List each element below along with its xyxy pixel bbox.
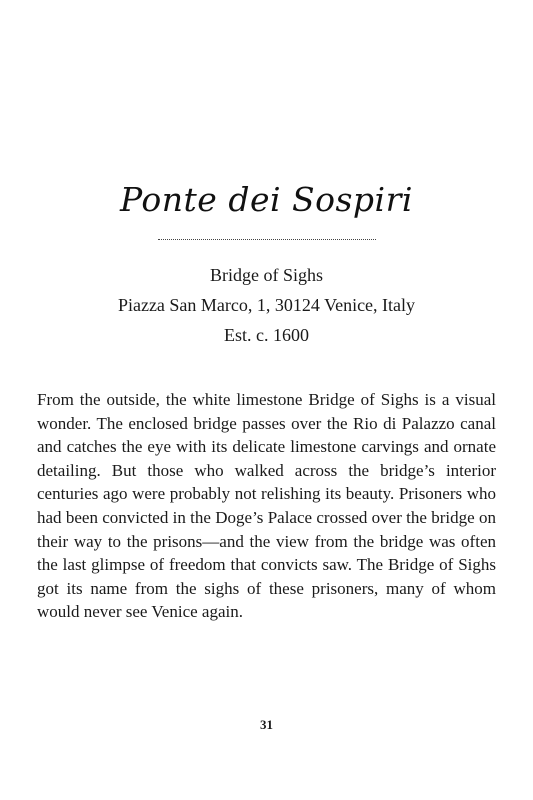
page-number: 31 [260, 717, 273, 732]
title-divider [158, 239, 376, 240]
entry-description: From the outside, the white limestone Bridge of Sighs is a visual wonder. The enclosed bridge passes over the Rio di Palazzo canal and catches the eye with its delicate limestone carvings and ornate detailing. But those who walked across the bridge’s interior centuries ago were probably not relishing its beauty. Prisoners who had been convicted in the Doge’s Palace crossed over the bridge on their way to the prisons—and the view from the bridge was often the last glimpse of freedom that convicts saw. The Bridge of Sighs got its name from the sighs of these prisoners, many of whom would never see Venice again. [37, 390, 496, 622]
entry-title: Ponte dei Sospiri [120, 180, 413, 219]
english-name: Bridge of Sighs [209, 265, 323, 285]
entry-details [0, 260, 533, 350]
established-date: Est. c. 1600 [224, 325, 309, 345]
address: Piazza San Marco, 1, 30124 Venice, Italy [117, 295, 416, 315]
